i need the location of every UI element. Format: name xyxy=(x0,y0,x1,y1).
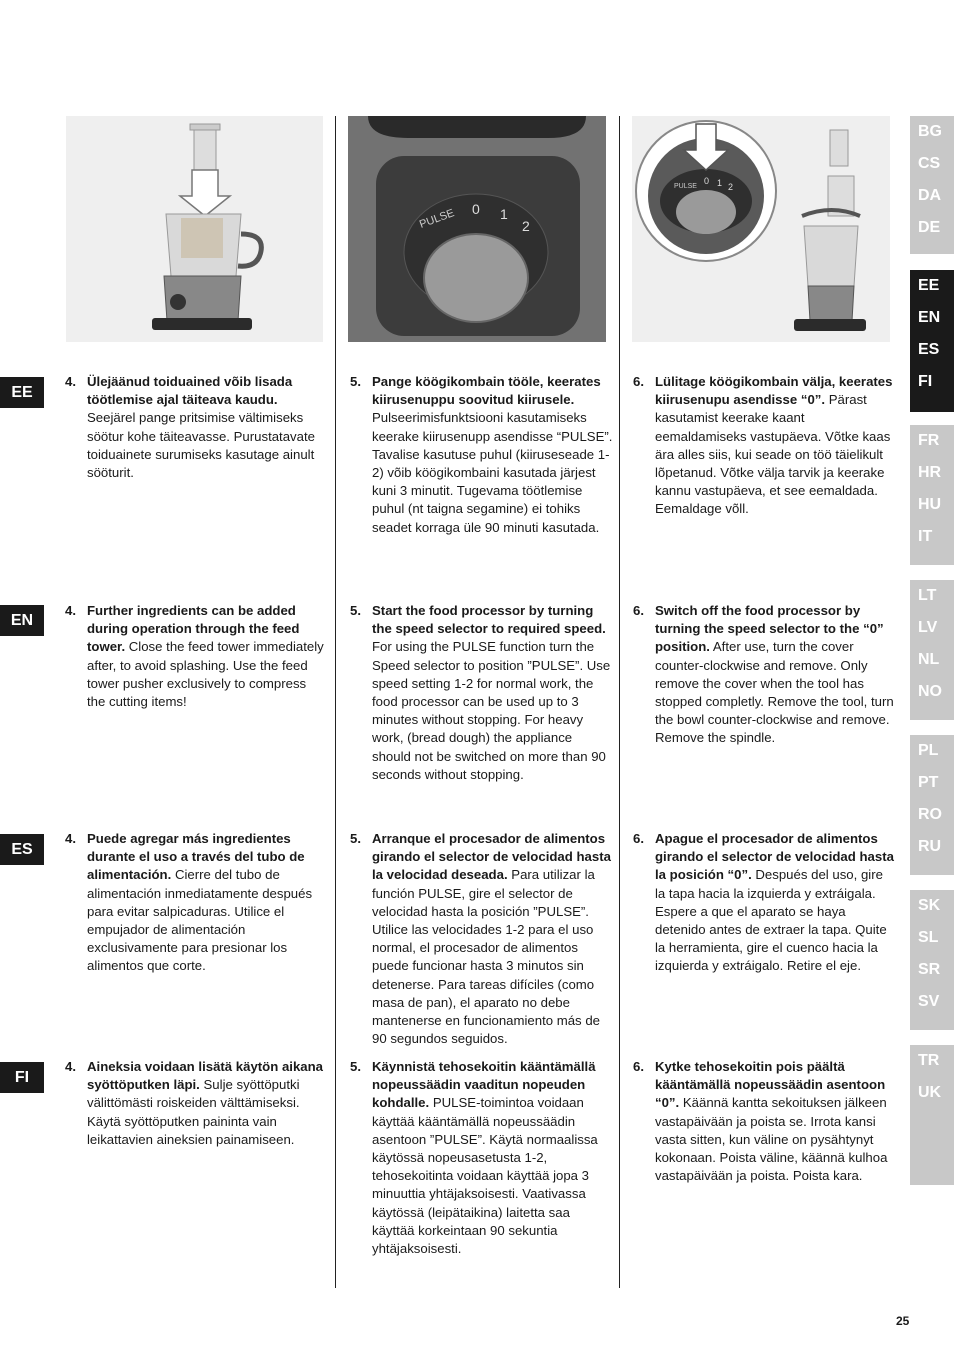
language-group-2 xyxy=(910,270,954,412)
step-number: 6. xyxy=(633,603,644,618)
step-text: Para utilizar la función PULSE, gire el selector de velocidad hasta la posición ”PULSE”. Utilice las velocidades 1-2 para el uso normal, el procesador de alimentos puede funcionar hasta 3 minutos sin detenerse. Para tareas difíciles (como masa de pan), el aparato no debe mantenerse en funcionamiento más de 90 segundos seguidos. xyxy=(372,867,600,1047)
step-heading: Start the food processor by turning the speed selector to required speed. xyxy=(372,603,606,637)
food-processor-cover-removal-icon xyxy=(632,116,890,342)
es-step-4 xyxy=(65,830,327,976)
step-text: Pulseerimisfunktsiooni kasutamiseks keerake kiirusenupp asendisse “PULSE”. Tavalise kasutuse puhul (kiiruseseade 1-2) võib köögikombaini kasutada järjest kuni 3 minutit. Tugevama töötlemise puhul (nt taigna segamine) ei tohiks seadet korraga üle 90 minuti kasutada. xyxy=(372,410,613,535)
language-index-item: DA xyxy=(918,187,942,204)
step-number: 5. xyxy=(350,374,361,389)
language-group-3 xyxy=(910,425,954,565)
step-text: Close the feed tower immediately after, to avoid splashing. Use the feed tower pusher exclusively to compress the cutting items! xyxy=(87,639,324,710)
fi-step-5 xyxy=(350,1058,614,1258)
zoom-dial-label-1: 1 xyxy=(717,178,723,188)
language-index-item: NO xyxy=(918,683,942,700)
language-index-item: TR xyxy=(918,1052,940,1069)
fi-step-6 xyxy=(633,1058,895,1185)
step-text: For using the PULSE function turn the Speed selector to position ”PULSE”. Use speed setting 1-2 for normal work, the food processor can be used up to 3 minutes without stopping. For heavy work, (bread dough) the appliance should not be switched on more than 90 seconds without stopping. xyxy=(372,639,611,782)
step-text: Seejärel pange pritsimise vältimiseks söötur kohe täiteavasse. Purustatavate toiduainete surumiseks kasutage ainult sööturit. xyxy=(87,410,315,481)
language-index-item: BG xyxy=(918,123,942,140)
step-heading: Kytke tehosekoitin pois päältä kääntämällä nopeussäädin asentoon “0”. xyxy=(655,1059,886,1111)
step-number: 4. xyxy=(65,603,76,618)
step-text: Pärast kasutamist keerake kaant eemaldamiseks vastupäeva. Võtke kaas ära alles siis, kui seade on töö täielikult lõpetanud. Võtke välja tarvik ja keerake kannu vastupäeva, et see eemaldada. Eemaldage võll. xyxy=(655,392,891,517)
food-processor-feed-tower-icon xyxy=(66,116,323,342)
es-step-5 xyxy=(350,830,616,1048)
step-number: 4. xyxy=(65,831,76,846)
language-index-item: ES xyxy=(918,341,940,358)
step-text: Käännä kantta sekoituksen jälkeen vastapäivään ja poista se. Irrota kansi vasta sitten, kun väline on pysähtynyt kokonaan. Poista väline, käännä kulhoa vastapäivään ja poista. Poista kara. xyxy=(655,1095,888,1184)
language-index-item: LT xyxy=(918,587,937,604)
language-tab-en: EN xyxy=(0,605,44,636)
language-group-4 xyxy=(910,580,954,720)
zoom-dial-label-pulse: PULSE xyxy=(674,183,697,190)
step-number: 6. xyxy=(633,374,644,389)
language-tab-fi: FI xyxy=(0,1062,44,1093)
step-heading: Further ingredients can be added during operation through the feed tower. xyxy=(87,603,300,655)
language-index-item: EE xyxy=(918,277,940,294)
zoom-dial-label-2: 2 xyxy=(728,182,734,192)
language-group-1 xyxy=(910,116,954,254)
step-heading: Ülejäänud toiduained võib lisada töötlemise ajal täiteava kaudu. xyxy=(87,374,293,408)
language-index-item: RO xyxy=(918,806,942,823)
step-number: 5. xyxy=(350,603,361,618)
language-index-item: FI xyxy=(918,373,933,390)
language-group-7 xyxy=(910,1045,954,1185)
language-index-item: FR xyxy=(918,432,940,449)
step-heading: Pange köögikombain tööle, keerates kiirusenuppu soovitud kiirusele. xyxy=(372,374,601,408)
step-text: Sulje syöttöputki välittömästi roiskeiden välttämiseksi. Käytä syöttöputken paininta vain leikattavien aineksien painamiseen. xyxy=(87,1077,300,1147)
language-index-item: PL xyxy=(918,742,939,759)
language-index-item: SR xyxy=(918,961,941,978)
en-step-5 xyxy=(350,602,614,784)
step-number: 5. xyxy=(350,831,361,846)
language-tab-ee: EE xyxy=(0,377,44,408)
zoom-dial-label-0: 0 xyxy=(704,176,710,186)
column-divider xyxy=(335,116,336,1288)
step-heading: Lülitage köögikombain välja, keerates kiirusenupu asendisse “0”. xyxy=(655,374,893,408)
step-text: Cierre del tubo de alimentación inmediatamente después para evitar salpicaduras. Utilice el empujador de alimentación exclusivamente para presionar los alimentos que corte. xyxy=(87,867,313,974)
step-text: PULSE-toimintoa voidaan käyttää kääntämällä nopeussäädin asentoon ”PULSE”. Käytä normaalissa käytössä nopeusasetusta 1-2, tehosekoitinta voidaan käyttää jopa 3 minuuttia yhtäjaksoisesti. Vaativassa käytössä (leipätaikina) laitetta saa käyttää korkeintaan 90 sekuntia yhtäjaksoisesti. xyxy=(372,1095,598,1257)
step-text: After use, turn the cover counter-clockwise and remove. Only remove the cover when the tool has stopped completly. Remove the tool, turn the bowl counter-clockwise and remove. Remove the spindle. xyxy=(655,639,894,746)
speed-selector-dial-icon xyxy=(348,116,606,342)
step-number: 4. xyxy=(65,374,76,389)
language-index-item: IT xyxy=(918,528,933,545)
language-index-item: RU xyxy=(918,838,942,855)
step6-illustration xyxy=(632,116,890,342)
step-number: 4. xyxy=(65,1059,76,1074)
language-index-item: CS xyxy=(918,155,941,172)
language-index-item: SV xyxy=(918,993,940,1010)
step-heading: Arranque el procesador de alimentos girando el selector de velocidad hasta la velocidad deseada. xyxy=(372,831,611,883)
language-index-item: UK xyxy=(918,1084,942,1101)
page-number: 25 xyxy=(896,1314,910,1328)
step-heading: Aineksia voidaan lisätä käytön aikana syöttöputken läpi. xyxy=(87,1059,324,1093)
ee-step-4 xyxy=(65,373,327,482)
language-index-item: EN xyxy=(918,309,941,326)
step4-illustration xyxy=(66,116,323,342)
language-index-item: HR xyxy=(918,464,942,481)
language-index-item: SL xyxy=(918,929,939,946)
step-heading: Apague el procesador de alimentos girando el selector de velocidad hasta la posición “0”. xyxy=(655,831,894,883)
dial-label-pulse: PULSE xyxy=(417,207,456,231)
es-step-6 xyxy=(633,830,895,976)
language-group-6 xyxy=(910,890,954,1030)
step-heading: Käynnistä tehosekoitin kääntämällä nopeussäädin vaaditun nopeuden kohdalle. xyxy=(372,1059,596,1111)
dial-label-2: 2 xyxy=(522,218,530,234)
step5-illustration xyxy=(348,116,606,342)
language-tab-es: ES xyxy=(0,834,44,865)
language-index-item: PT xyxy=(918,774,939,791)
step-heading: Puede agregar más ingredientes durante el uso a través del tubo de alimentación. xyxy=(87,831,305,883)
language-index-item: SK xyxy=(918,897,941,914)
ee-step-6 xyxy=(633,373,895,519)
en-step-4 xyxy=(65,602,327,711)
en-step-6 xyxy=(633,602,895,748)
ee-step-5 xyxy=(350,373,614,537)
dial-label-0: 0 xyxy=(472,201,480,217)
step-text: Después del uso, gire la tapa hacia la izquierda y extráigala. Espere a que el aparato se haya detenido antes de extraer la tapa. Quite la herramienta, gire el cuenco hacia la izquierda y extráigalo. Retire el eje. xyxy=(655,867,887,974)
language-index-item: LV xyxy=(918,619,938,636)
column-divider xyxy=(619,116,620,1288)
fi-step-4 xyxy=(65,1058,327,1149)
language-group-5 xyxy=(910,735,954,875)
language-index-item: DE xyxy=(918,219,941,236)
dial-label-1: 1 xyxy=(500,206,508,222)
language-index-item: NL xyxy=(918,651,940,668)
step-heading: Switch off the food processor by turning the speed selector to the “0” position. xyxy=(655,603,884,655)
step-number: 6. xyxy=(633,831,644,846)
step-number: 5. xyxy=(350,1059,361,1074)
language-index-item: HU xyxy=(918,496,942,513)
step-number: 6. xyxy=(633,1059,644,1074)
